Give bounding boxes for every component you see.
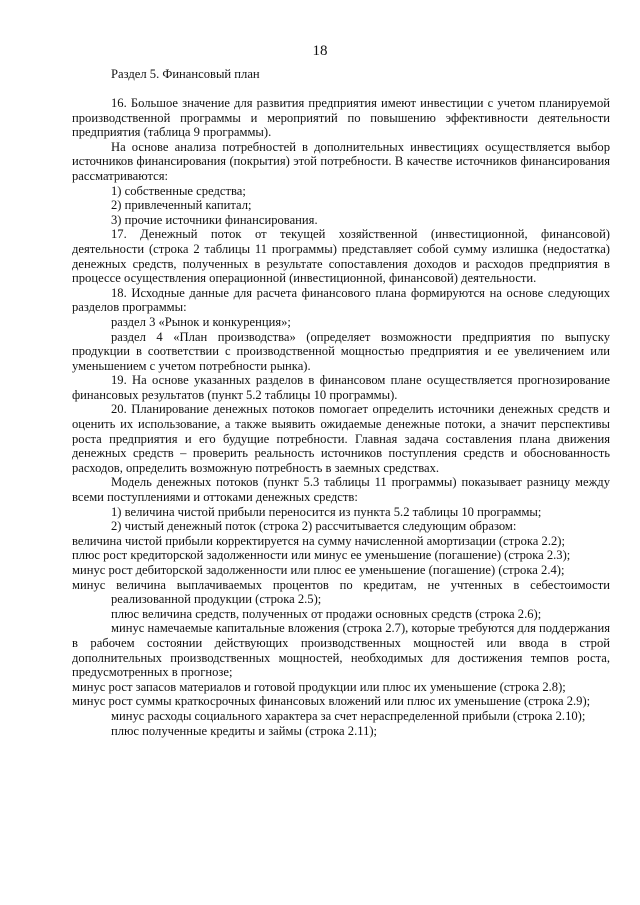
document-body bbox=[72, 96, 610, 738]
list-item-other-sources: 3) прочие источники финансирования. bbox=[111, 212, 318, 227]
line-item-2-8: минус рост запасов материалов и готовой продукции или плюс их уменьшение (строка 2.8); bbox=[72, 679, 566, 694]
line-item-2-2: величина чистой прибыли корректируется на сумму начисленной амортизации (строка 2.2); bbox=[72, 533, 565, 548]
line-item-2-7: минус намечаемые капитальные вложения (строка 2.7), которые требуются для поддержания в рабочем состоянии действующих производственных мощностей или ввода в строй дополнительных производственных мощностей, необходимых для достижения темпов роста, предусмотренных в прогнозе; bbox=[72, 621, 610, 680]
line-item-2-11: плюс полученные кредиты и займы (строка 2.11); bbox=[111, 723, 378, 738]
list-item-own-funds: 1) собственные средства; bbox=[111, 183, 246, 198]
line-item-2-4: минус рост дебиторской задолженности или плюс ее уменьшение (погашение) (строка 2.4); bbox=[72, 563, 565, 577]
line-item-2-5: минус величина выплачиваемых процентов по кредитам, не учтенных в себестоимости реализованной продукции (строка 2.5); bbox=[72, 577, 610, 607]
list-item-net-cash-flow: 2) чистый денежный поток (строка 2) рассчитывается следующим образом: bbox=[111, 519, 517, 534]
section-title: Раздел 5. Финансовый план bbox=[111, 67, 260, 81]
line-item-2-9: минус рост суммы краткосрочных финансовых вложений или плюс их уменьшение (строка 2.9); bbox=[72, 694, 591, 709]
paragraph-cash-flow-model: Модель денежных потоков (пункт 5.3 таблицы 11 программы) показывает разницу между всеми поступлениями и оттоками денежных средств: bbox=[72, 475, 610, 505]
paragraph-18: 18. Исходные данные для расчета финансового плана формируются на основе следующих разделов программы: bbox=[72, 285, 610, 315]
line-item-2-6: плюс величина средств, полученных от продажи основных средств (строка 2.6); bbox=[111, 606, 542, 621]
paragraph-19: 19. На основе указанных разделов в финансовом плане осуществляется прогнозирование финансовых результатов (пункт 5.2 таблицы 10 программы). bbox=[72, 373, 610, 402]
paragraph-20: 20. Планирование денежных потоков помогает определить источники денежных средств и оценить их использование, а также выявить ожидаемые денежные потоки, а значит перспективы роста предприятия и его будущие потребности. Главная задача составления плана движения денежных средств – проверить реальность источников поступления средств и обоснованность расходов, определить возможную потребность в заемных средствах. bbox=[72, 402, 610, 475]
list-item-net-profit: 1) величина чистой прибыли переносится из пункта 5.2 таблицы 10 программы; bbox=[111, 504, 542, 519]
page-number: 18 bbox=[312, 43, 328, 59]
paragraph-17: 17. Денежный поток от текущей хозяйственной (инвестиционной, финансовой) деятельности (строка 2 таблицы 11 программы) представляет собой сумму излишка (недостатка) денежных средств, полученных в результате сопоставления доходов и расходов предприятия в процессе осуществления операционной (инвестиционной, финансовой) деятельности. bbox=[72, 227, 610, 286]
list-item-attracted-capital: 2) привлеченный капитал; bbox=[111, 198, 252, 213]
line-item-2-3: плюс рост кредиторской задолженности или минус ее уменьшение (погашение) (строка 2.3); bbox=[72, 548, 571, 563]
paragraph-16: 16. Большое значение для развития предприятия имеют инвестиции с учетом планируемой производственной программы и мероприятий по повышению эффективности деятельности предприятия (таблица 9 программы). bbox=[72, 96, 610, 140]
list-item-section-3: раздел 3 «Рынок и конкуренция»; bbox=[111, 314, 291, 329]
line-item-2-10: минус расходы социального характера за счет нераспределенной прибыли (строка 2.10); bbox=[111, 708, 586, 723]
paragraph-investment-sources: На основе анализа потребностей в дополнительных инвестициях осуществляется выбор источников финансирования (покрытия) этой потребности. В качестве источников финансирования рассматриваются: bbox=[72, 139, 610, 183]
list-item-section-4: раздел 4 «План производства» (определяет возможности предприятия по выпуску продукции в соответствии с производственной мощностью предприятия и ее увеличением или уменьшением с учетом потребности рынка). bbox=[72, 329, 610, 373]
